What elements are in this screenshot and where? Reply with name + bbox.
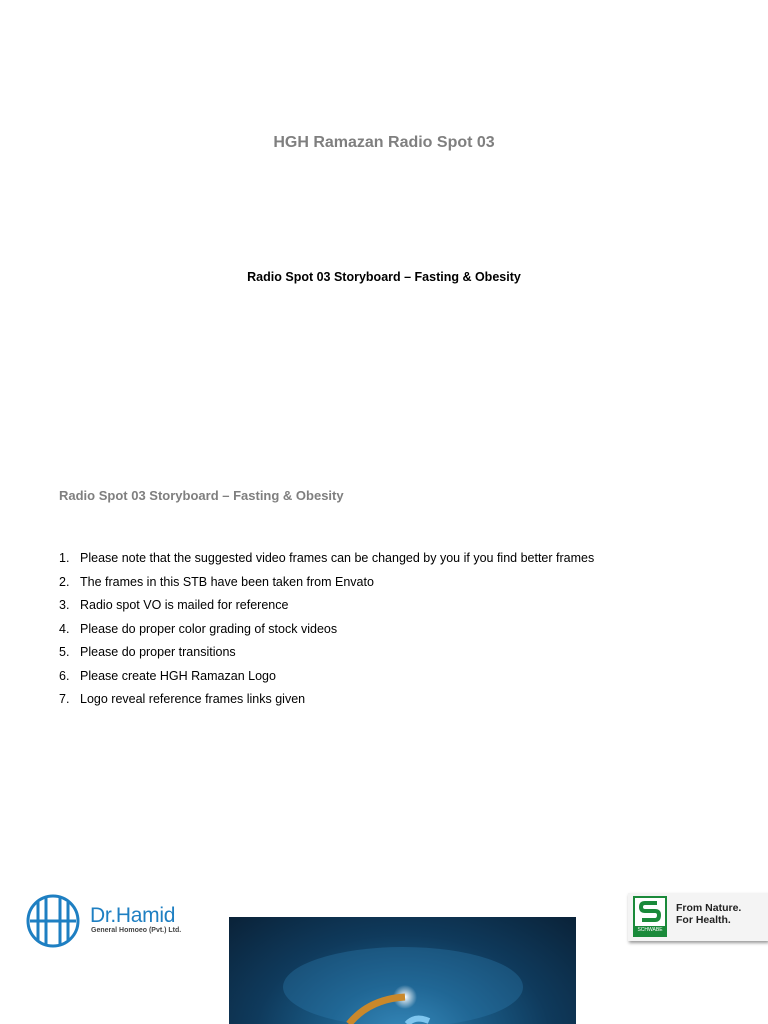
logo-reveal-frame-image <box>229 917 576 1024</box>
list-item-number: 2. <box>59 574 70 589</box>
slogan-line-1: From Nature. <box>676 902 742 914</box>
document-title: HGH Ramazan Radio Spot 03 <box>273 134 495 151</box>
list-item-number: 5. <box>59 645 70 659</box>
list-item-text: Please do proper transitions <box>80 645 236 659</box>
list-item-number: 4. <box>59 621 70 636</box>
list-item <box>59 596 594 620</box>
list-item-number: 6. <box>59 668 70 683</box>
list-item-text: Radio spot VO is mailed for reference <box>80 598 289 612</box>
list-item <box>59 690 594 714</box>
hgh-monogram-icon <box>26 892 86 950</box>
list-item-number: 3. <box>59 598 70 612</box>
document-subtitle: Radio Spot 03 Storyboard – Fasting & Obesity <box>247 270 521 284</box>
logo-brand-name: Dr.Hamid <box>90 904 176 927</box>
schwabe-mark-icon <box>633 896 667 937</box>
logo-tagline: General Homoeo (Pvt.) Ltd. <box>91 927 182 934</box>
list-item-text: Please do proper color grading of stock videos <box>80 621 338 636</box>
list-item-text: Please create HGH Ramazan Logo <box>80 668 276 683</box>
dr-hamid-logo <box>26 892 188 950</box>
list-item-text: Logo reveal reference frames links given <box>80 692 306 706</box>
list-item <box>59 620 594 644</box>
list-item-number: 7. <box>59 692 70 706</box>
slogan-line-2: For Health. <box>676 914 731 926</box>
list-item-text: Please note that the suggested video frames can be changed by you if you find better frames <box>80 551 595 565</box>
section-heading: Radio Spot 03 Storyboard – Fasting & Obesity <box>59 488 344 503</box>
list-item <box>59 643 594 667</box>
list-item <box>59 549 594 573</box>
schwabe-slogan <box>676 902 741 926</box>
list-item-text: The frames in this STB have been taken from Envato <box>80 574 374 589</box>
schwabe-logo <box>628 893 768 941</box>
list-item <box>59 573 594 597</box>
list-item <box>59 667 594 691</box>
list-item-number: 1. <box>59 551 70 565</box>
notes-list <box>59 549 594 714</box>
schwabe-mark-word: SCHWABE <box>635 926 665 935</box>
